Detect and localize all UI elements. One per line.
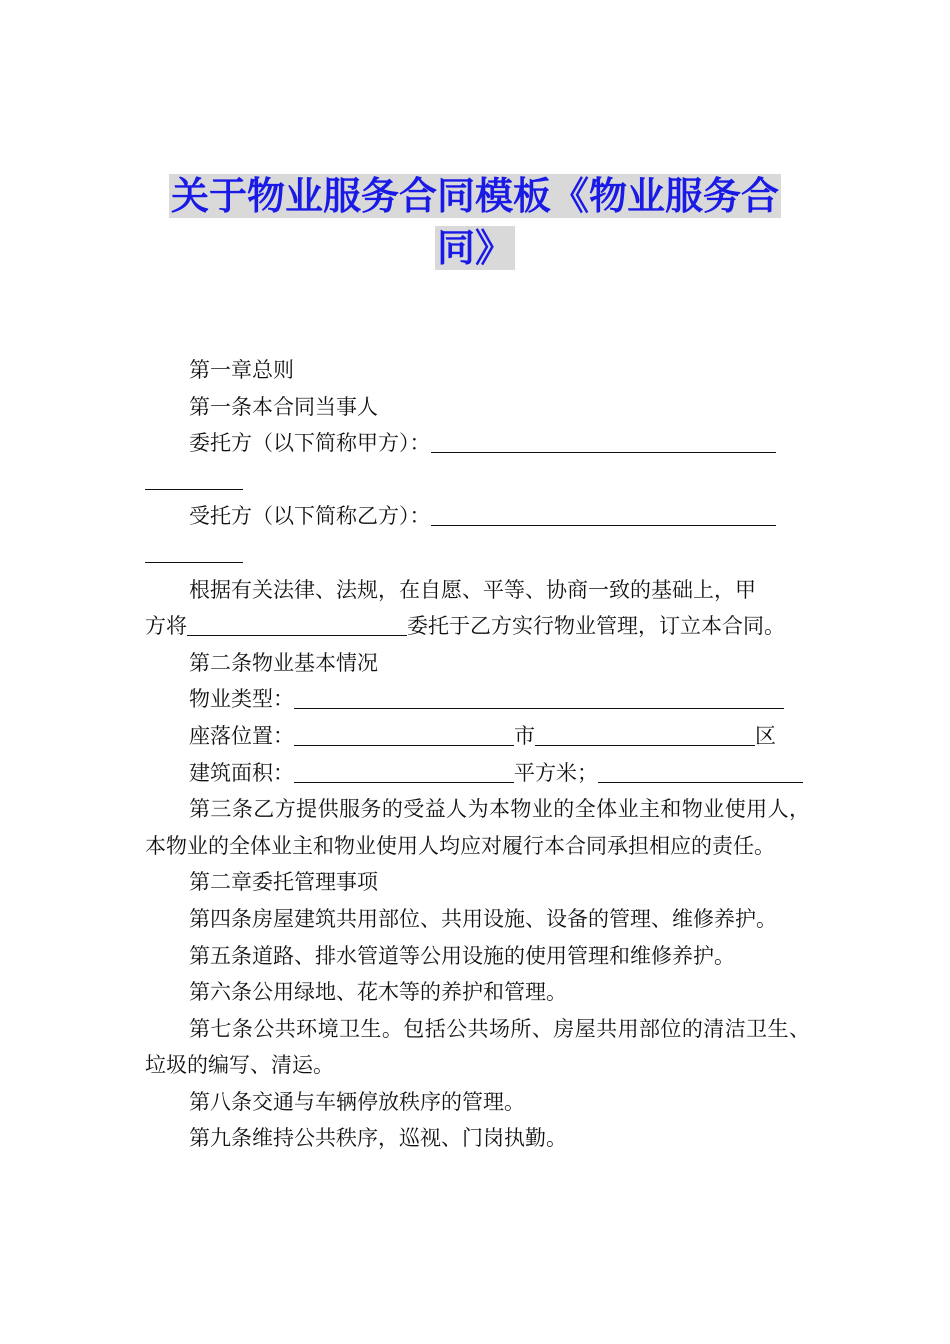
party-b-label: 受托方（以下简称乙方）： (189, 504, 431, 529)
area-extra-blank (598, 760, 803, 783)
basis-prefix: 方将 (145, 614, 187, 639)
article-3: 第三条乙方提供服务的受益人为本物业的全体业主和物业使用人，本物业的全体业主和物业使用人均应对履行本合同承担相应的责任。 (145, 797, 810, 858)
title-line-1: 关于物业服务合同模板《物业服务合 (170, 174, 779, 218)
article-8: 第八条交通与车辆停放秩序的管理。 (189, 1089, 525, 1114)
article-4: 第四条房屋建筑共用部位、共用设施、设备的管理、维修养护。 (189, 906, 777, 931)
property-type-line (145, 681, 810, 718)
party-b-line (145, 498, 810, 535)
basis-line-1: 根据有关法律、法规，在自愿、平等、协商一致的基础上，甲 (189, 577, 756, 602)
city-label: 市 (514, 723, 535, 748)
party-a-blank-cont (145, 467, 243, 490)
party-b-line-cont (145, 535, 810, 572)
article-5: 第五条道路、排水管道等公用设施的使用管理和维修养护。 (189, 943, 735, 968)
area-label: 建筑面积： (189, 760, 294, 785)
party-b-blank (431, 503, 776, 526)
basis-suffix: 委托于乙方实行物业管理，订立本合同。 (407, 614, 785, 639)
area-blank (294, 760, 514, 783)
city-blank (294, 723, 514, 746)
location-line (145, 718, 810, 755)
chapter-2-heading: 第二章委托管理事项 (189, 870, 378, 895)
basis-line-2 (145, 608, 810, 645)
district-label: 区 (755, 723, 776, 748)
document-title (150, 170, 800, 274)
party-a-line-cont (145, 462, 810, 499)
property-type-blank (294, 686, 784, 709)
party-a-label: 委托方（以下简称甲方）： (189, 431, 431, 456)
area-line (145, 755, 810, 792)
property-name-blank (187, 613, 407, 636)
article-1: 第一条本合同当事人 (189, 394, 378, 419)
party-a-line (145, 425, 810, 462)
article-6: 第六条公用绿地、花木等的养护和管理。 (189, 980, 567, 1005)
article-9: 第九条维持公共秩序，巡视、门岗执勤。 (189, 1126, 567, 1151)
area-unit: 平方米； (514, 760, 598, 785)
party-a-blank (431, 430, 776, 453)
party-b-blank-cont (145, 540, 243, 563)
article-7: 第七条公共环境卫生。包括公共场所、房屋共用部位的清洁卫生、垃圾的编写、清运。 (145, 1016, 810, 1078)
property-type-label: 物业类型： (189, 687, 294, 712)
district-blank (535, 723, 755, 746)
location-label: 座落位置： (189, 723, 294, 748)
chapter-1-heading: 第一章总则 (189, 358, 294, 382)
document-body (145, 352, 810, 1157)
article-2: 第二条物业基本情况 (189, 650, 378, 675)
title-line-2: 同》 (436, 226, 513, 270)
